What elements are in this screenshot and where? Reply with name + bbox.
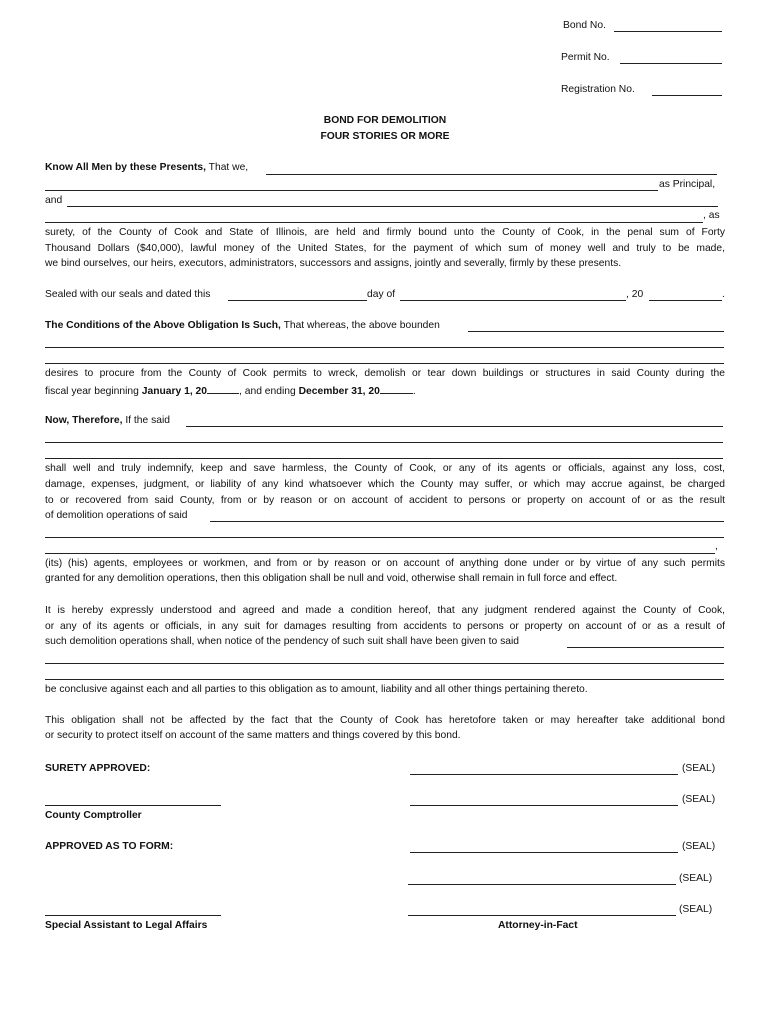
principal-label: as Principal,	[659, 179, 716, 190]
seal-label-4: (SEAL)	[679, 873, 713, 884]
seal-label-3: (SEAL)	[682, 841, 716, 852]
approved-as-to-form-label: APPROVED AS TO FORM:	[45, 841, 174, 852]
understood-text-1: It is hereby expressly understood and agreed and made a condition hereof, that any judgment rendered against the County of Cook,	[45, 605, 725, 616]
permit-no-field[interactable]	[620, 63, 722, 64]
demolition-comma: ,	[715, 541, 718, 552]
demolition-party-field-2[interactable]	[45, 537, 724, 538]
surety-text-2: Thousand Dollars ($40,000), lawful money of the United States, for the payment of which sum of money well and truly to be made,	[45, 243, 725, 254]
signature-line-3[interactable]	[410, 852, 678, 853]
and-label: and	[45, 195, 63, 206]
registration-no-field[interactable]	[652, 95, 722, 96]
seal-label-1: (SEAL)	[682, 763, 716, 774]
seal-label-2: (SEAL)	[682, 794, 716, 805]
sealed-text: Sealed with our seals and dated this	[45, 289, 211, 300]
surety-text-3: we bind ourselves, our heirs, executors, administrators, successors and assigns, jointly and severally, firmly by these presents.	[45, 258, 622, 269]
bounden-field-3[interactable]	[45, 363, 724, 364]
said-party-field-2[interactable]	[45, 442, 723, 443]
desires-text: desires to procure from the County of Cook permits to wreck, demolish or tear down buildings or structures in said County during the	[45, 368, 725, 379]
agents-text-1: (its) (his) agents, employees or workmen, and from or by reason or on account of anything done under or by virtue of any such permits	[45, 558, 725, 569]
day-of-label: day of	[367, 289, 396, 300]
sealed-year-field[interactable]	[649, 300, 722, 301]
agents-text-2: granted for any demolition operations, then this obligation shall be null and void, otherwise shall remain in full force and effect.	[45, 573, 618, 584]
understood-text-4: be conclusive against each and all parties to this obligation as to amount, liability and all other things pertaining thereto.	[45, 684, 588, 695]
comptroller-signature-line[interactable]	[45, 805, 221, 806]
conditions-lead-bold: The Conditions of the Above Obligation Is Such,	[45, 320, 281, 331]
bond-no-label: Bond No.	[563, 20, 606, 31]
intro-lead-bold: Know All Men by these Presents,	[45, 162, 206, 173]
bounden-field-2[interactable]	[45, 347, 724, 348]
conditions-lead	[45, 320, 440, 331]
fiscal-year-line	[45, 383, 416, 397]
now-therefore-rest: If the said	[125, 415, 170, 426]
indemnify-text-2: damage, expenses, judgment, or liability of any kind whatsoever which the County may suffer, or which may accrue against, be charged	[45, 479, 725, 490]
fiscal-pre: fiscal year beginning	[45, 386, 139, 397]
sealed-date-field[interactable]	[228, 300, 367, 301]
demolition-party-field-3[interactable]	[45, 553, 715, 554]
surety-name-field-1[interactable]	[67, 206, 718, 207]
obligation-text-2: or security to protect itself on account of the same matters and things covered by this bond.	[45, 730, 461, 741]
fiscal-end-year-field[interactable]	[380, 383, 413, 394]
attorney-in-fact-label: Attorney-in-Fact	[498, 920, 578, 931]
intro-lead	[45, 162, 248, 173]
surety-name-field-2[interactable]	[45, 222, 703, 223]
said-party-field-3[interactable]	[45, 458, 723, 459]
bounden-field-1[interactable]	[468, 331, 724, 332]
notice-party-field-2[interactable]	[45, 663, 724, 664]
intro-lead-rest: That we,	[208, 162, 249, 173]
demolition-party-field-1[interactable]	[210, 521, 724, 522]
registration-no-label: Registration No.	[561, 84, 635, 95]
as-label: , as	[703, 210, 720, 221]
now-therefore-bold: Now, Therefore,	[45, 415, 123, 426]
signature-line-5[interactable]	[408, 915, 676, 916]
indemnify-text-3: to or recovered from said County, from or by reason or on account of accident to persons or property on account of or as the result	[45, 495, 725, 506]
said-party-field-1[interactable]	[186, 426, 723, 427]
principal-name-field[interactable]	[45, 190, 658, 191]
sealed-period: .	[722, 289, 725, 300]
now-therefore-lead	[45, 415, 170, 426]
fiscal-mid: , and ending	[239, 386, 296, 397]
indemnify-text-1: shall well and truly indemnify, keep and save harmless, the County of Cook, or any of its agents or officials, against any loss, cost,	[45, 463, 725, 474]
fiscal-start: January 1, 20	[141, 386, 208, 397]
indemnify-text-4: of demolition operations of said	[45, 510, 188, 521]
understood-text-3: such demolition operations shall, when notice of the pendency of such suit shall have been given to said	[45, 636, 519, 647]
bond-no-field[interactable]	[614, 31, 722, 32]
surety-approved-label: SURETY APPROVED:	[45, 763, 151, 774]
obligor-name-field[interactable]	[266, 174, 717, 175]
signature-line-4[interactable]	[408, 884, 676, 885]
legal-affairs-signature-line[interactable]	[45, 915, 221, 916]
fiscal-end: December 31, 20	[298, 386, 380, 397]
obligation-text-1: This obligation shall not be affected by the fact that the County of Cook has heretofore taken or may hereafter take additional bond	[45, 715, 725, 726]
county-comptroller-label: County Comptroller	[45, 810, 142, 821]
signature-line-2[interactable]	[410, 805, 678, 806]
permit-no-label: Permit No.	[561, 52, 610, 63]
document-title-line1: BOND FOR DEMOLITION	[323, 115, 447, 126]
document-title-line2: FOUR STORIES OR MORE	[320, 131, 450, 142]
seal-label-5: (SEAL)	[679, 904, 713, 915]
understood-text-2: or any of its agents or officials, in any suit for damages resulting from accidents to persons or property on account of or as a result of	[45, 621, 725, 632]
special-assistant-label: Special Assistant to Legal Affairs	[45, 920, 208, 931]
year-label: , 20	[626, 289, 644, 300]
notice-party-field-1[interactable]	[567, 647, 724, 648]
conditions-lead-rest: That whereas, the above bounden	[283, 320, 440, 331]
fiscal-start-year-field[interactable]	[207, 383, 239, 394]
notice-party-field-3[interactable]	[45, 679, 724, 680]
signature-line-1[interactable]	[410, 774, 678, 775]
sealed-month-field[interactable]	[400, 300, 626, 301]
fiscal-post: .	[412, 386, 416, 397]
surety-text-1: surety, of the County of Cook and State of Illinois, are held and firmly bound unto the County of Cook, in the penal sum of Forty	[45, 227, 725, 238]
